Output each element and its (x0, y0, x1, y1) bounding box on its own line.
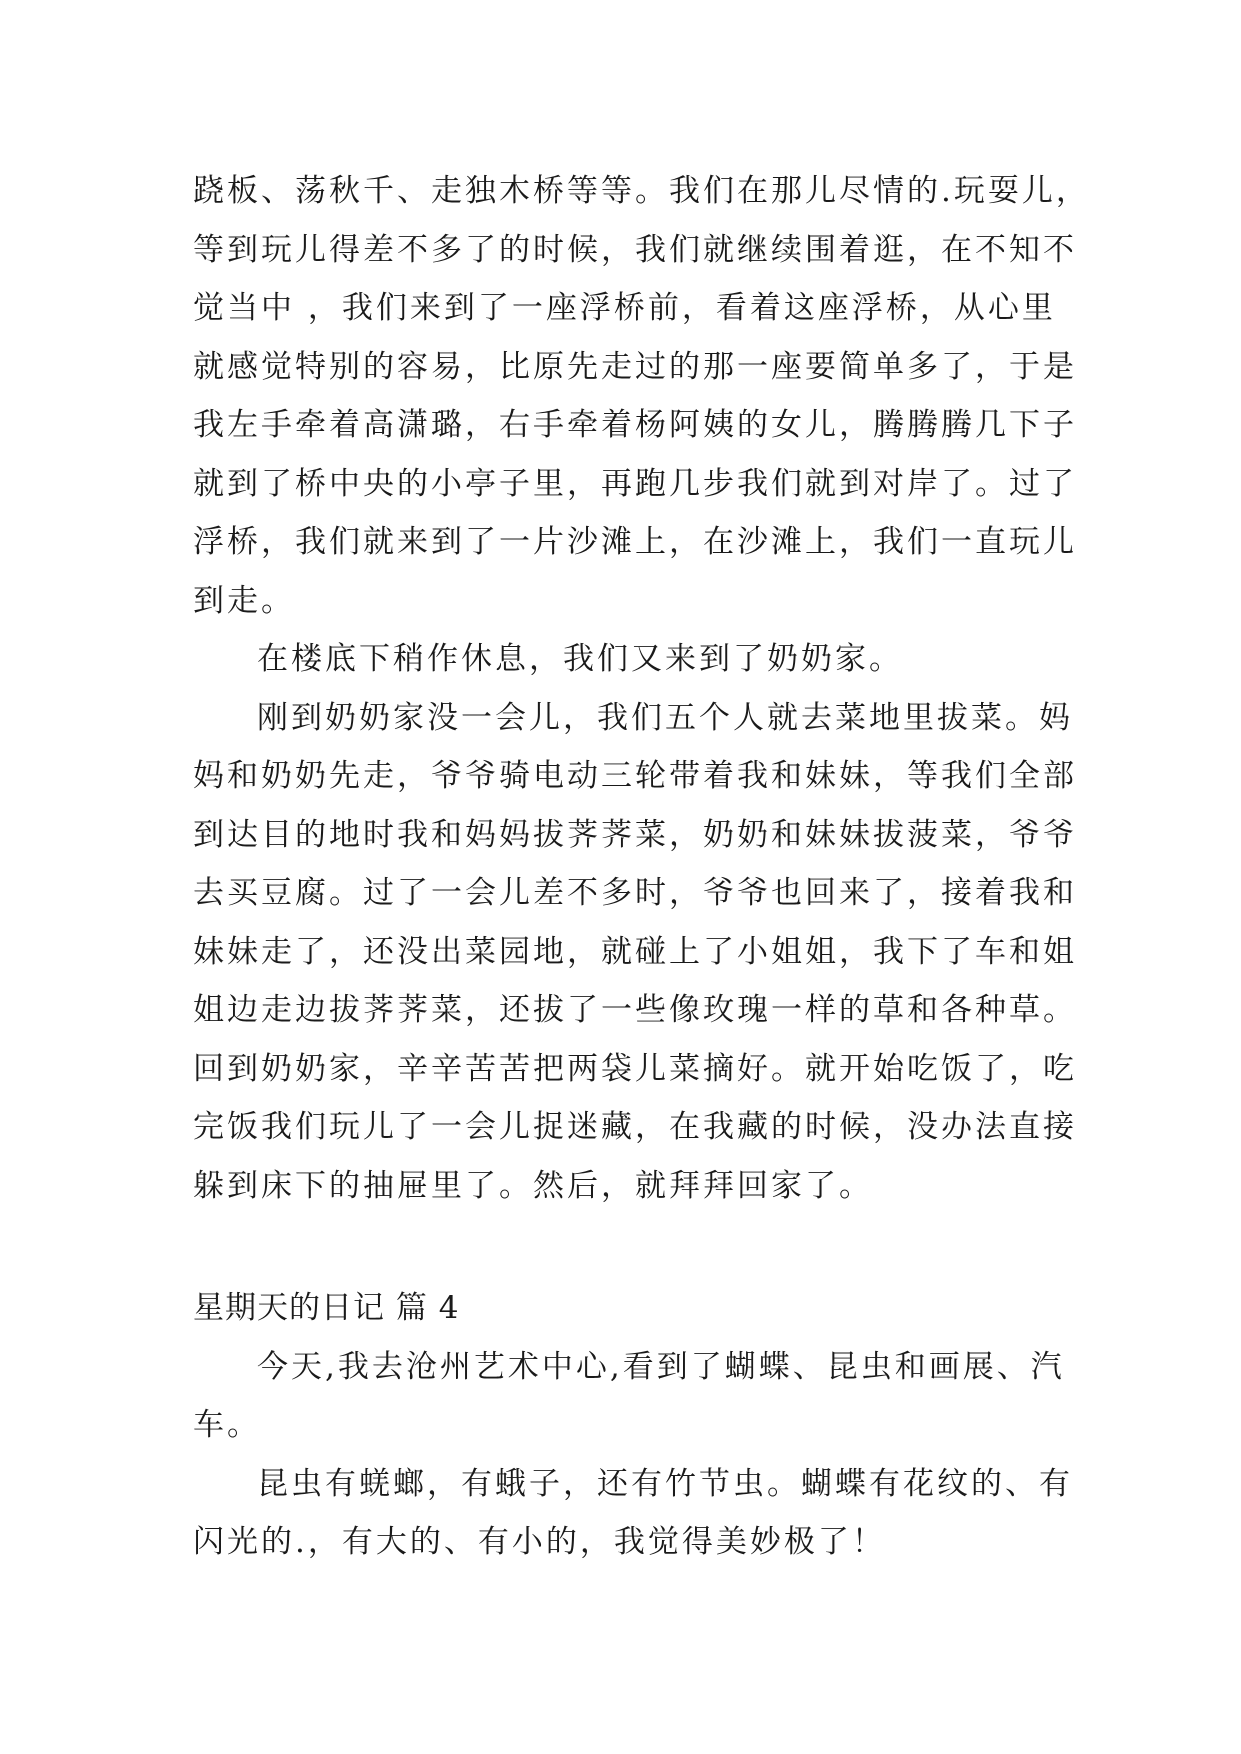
text-line: 妈和奶奶先走，爷爷骑电动三轮带着我和妹妹，等我们全部 (193, 758, 1077, 794)
text-line: 我左手牵着高潇璐，右手牵着杨阿姨的女儿，腾腾腾几下子 (193, 407, 1077, 443)
text-line: 闪光的.，有大的、有小的，我觉得美妙极了！ (193, 1524, 886, 1560)
text-line: 昆虫有蜣螂，有蛾子，还有竹节虫。蝴蝶有花纹的、有 (257, 1465, 1073, 1502)
text-line: 到走。 (193, 582, 295, 619)
paragraph-grandma-house (193, 689, 1077, 1216)
text-line: 躲到床下的抽屉里了。然后，就拜拜回家了。 (193, 1167, 873, 1204)
text-line: 完饭我们玩儿了一会儿捉迷藏，在我藏的时候，没办法直接 (193, 1109, 1077, 1145)
paragraph-insects (193, 1455, 1073, 1572)
text-line: 在楼底下稍作休息，我们又来到了奶奶家。 (257, 641, 903, 677)
paragraph-continuation (193, 162, 1090, 630)
text-line: 回到奶奶家，辛辛苦苦把两袋儿菜摘好。就开始吃饭了，吃 (193, 1050, 1077, 1087)
text-line: 刚到奶奶家没一会儿，我们五个人就去菜地里拔菜。妈 (257, 699, 1073, 736)
paragraph-rest (193, 630, 1073, 689)
text-line: 今天,我去沧州艺术中心,看到了蝴蝶、昆虫和画展、汽 (257, 1348, 1065, 1385)
section-gap (193, 1215, 1073, 1279)
text-line: 跷板、荡秋千、走独木桥等等。我们在那儿尽情的.玩耍儿， (193, 173, 1090, 209)
text-line: 觉当中 ，我们来到了一座浮桥前，看着这座浮桥，从心里 (193, 290, 1056, 326)
text-line: 妹妹走了，还没出菜园地，就碰上了小姐姐，我下了车和姐 (193, 933, 1077, 970)
text-line: 到达目的地时我和妈妈拔荠荠菜，奶奶和妹妹拔菠菜，爷爷 (193, 816, 1077, 853)
text-line: 姐边走边拔荠荠菜，还拔了一些像玫瑰一样的草和各种草。 (193, 992, 1077, 1028)
text-line: 等到玩儿得差不多了的时候，我们就继续围着逛，在不知不 (193, 231, 1077, 268)
text-line: 去买豆腐。过了一会儿差不多时，爷爷也回来了，接着我和 (193, 875, 1077, 911)
document-body (193, 162, 1090, 1572)
text-line: 浮桥，我们就来到了一片沙滩上，在沙滩上，我们一直玩儿 (193, 524, 1077, 560)
text-line: 就到了桥中央的小亭子里，再跑几步我们就到对岸了。过了 (193, 465, 1077, 502)
section-title: 星期天的日记 篇 4 (193, 1290, 460, 1326)
text-line: 就感觉特别的容易，比原先走过的那一座要简单多了，于是 (193, 348, 1077, 385)
paragraph-art-center (193, 1338, 1073, 1455)
text-line: 车。 (193, 1407, 261, 1443)
